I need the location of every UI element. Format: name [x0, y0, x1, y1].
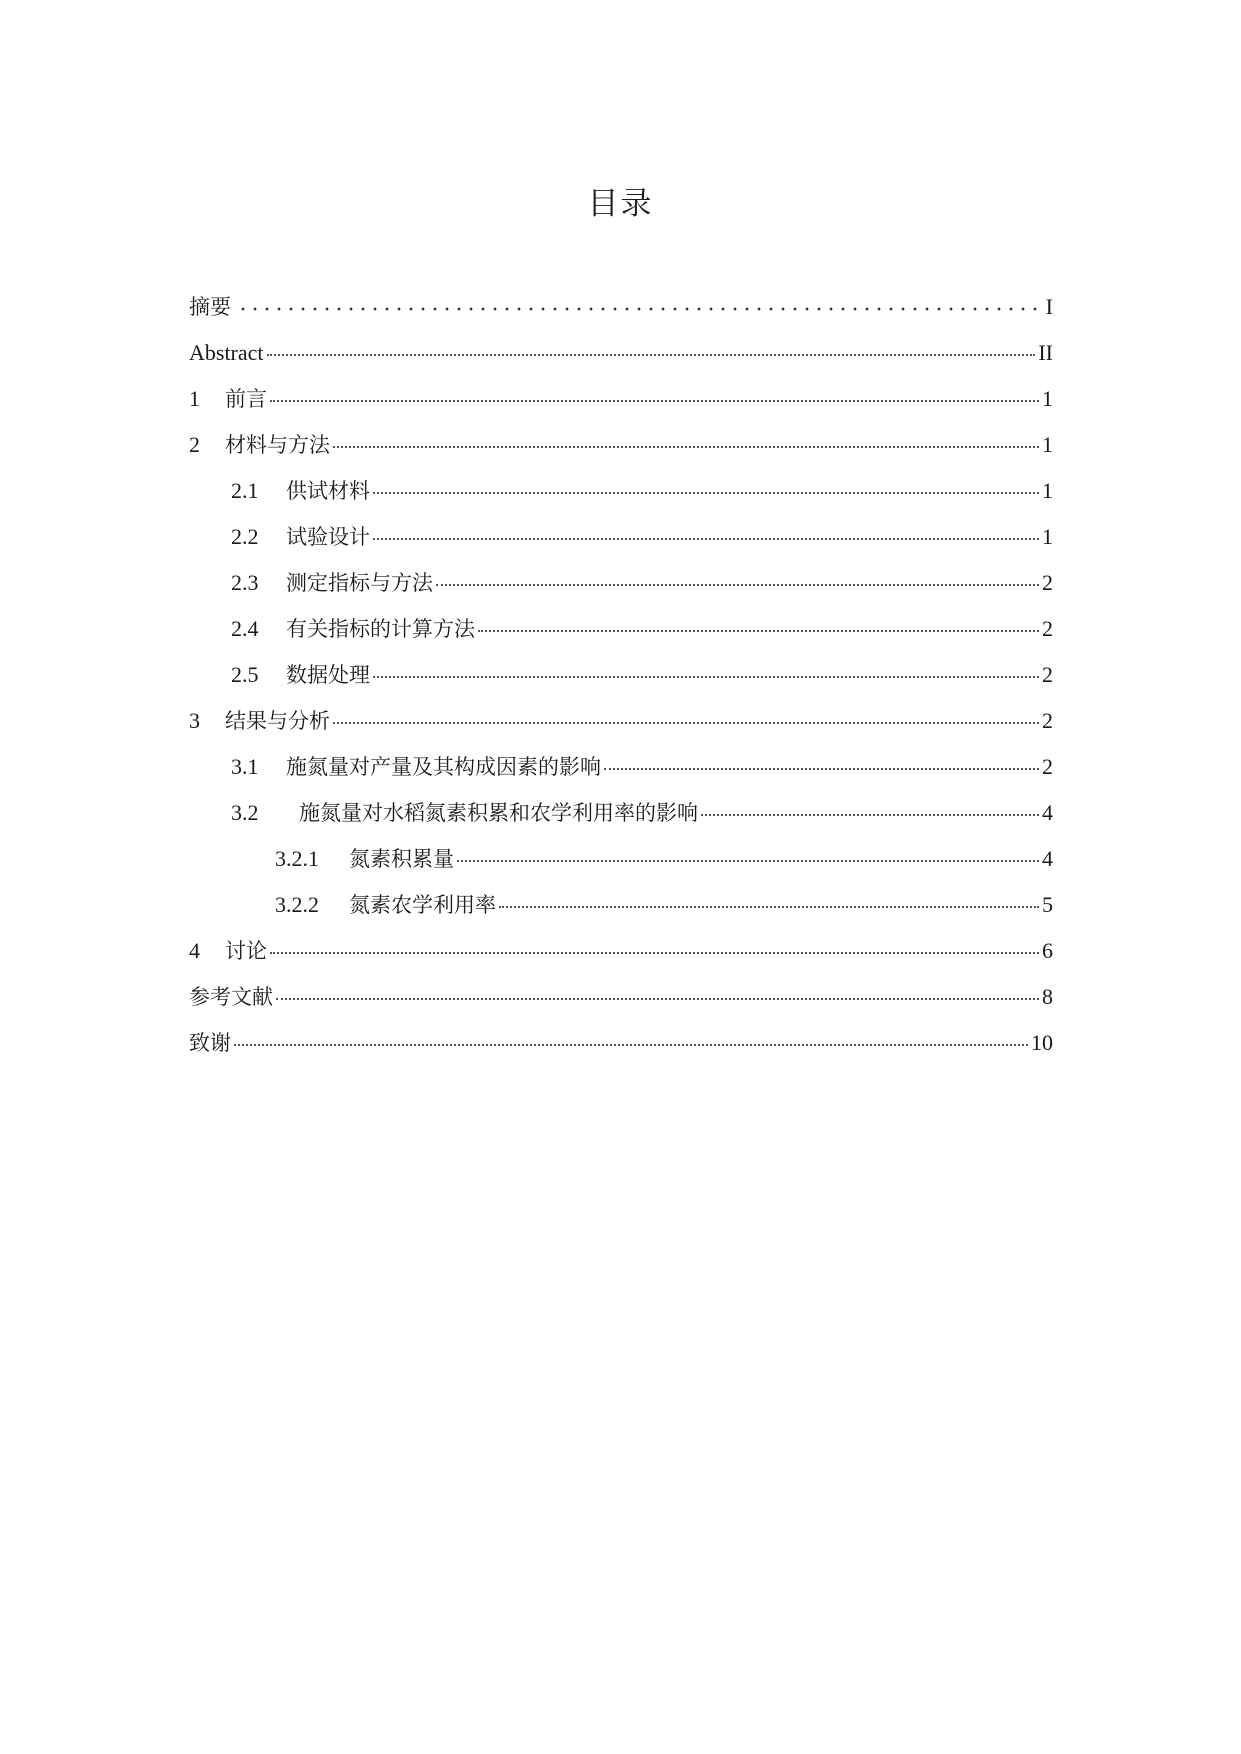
toc-entry-label: 材料与方法 [225, 433, 330, 457]
toc-entry-number: 2.1 [231, 478, 259, 503]
toc-entry-3[interactable] [189, 698, 1053, 744]
toc-entry-number: 3 [189, 708, 200, 733]
toc-entry-abstract-en[interactable] [189, 330, 1053, 376]
toc-leader-dots [701, 813, 1039, 816]
toc-entry-page: I [1045, 294, 1053, 319]
toc-entry-number: 2.2 [231, 524, 259, 549]
toc-entry-label: 氮素农学利用率 [349, 893, 496, 917]
toc-entry-number: 2.3 [231, 570, 259, 595]
toc-entry-page: 6 [1042, 938, 1053, 963]
toc-entry-1[interactable] [189, 376, 1053, 422]
toc-entry-label: 参考文献 [189, 985, 273, 1009]
toc-entry-number: 4 [189, 938, 200, 963]
table-of-contents [189, 284, 1053, 1066]
toc-entry-number: 3.2.2 [275, 892, 319, 917]
toc-entry-label: 数据处理 [286, 663, 370, 687]
toc-entry-page: 2 [1042, 616, 1053, 641]
toc-entry-page: 2 [1042, 708, 1053, 733]
toc-entry-label: 测定指标与方法 [286, 571, 433, 595]
toc-entry-2-1[interactable] [189, 468, 1053, 514]
toc-entry-page: 4 [1042, 846, 1053, 871]
toc-leader-dots [234, 1043, 1028, 1046]
toc-entry-2-5[interactable] [189, 652, 1053, 698]
toc-leader-dots [436, 583, 1039, 586]
toc-entry-page: 2 [1042, 662, 1053, 687]
toc-entry-3-2[interactable] [189, 790, 1053, 836]
toc-entry-label: 施氮量对产量及其构成因素的影响 [286, 755, 601, 779]
toc-entry-3-1[interactable] [189, 744, 1053, 790]
toc-leader-dots [270, 399, 1039, 402]
toc-entry-page: 8 [1042, 984, 1053, 1009]
toc-entry-number: 2 [189, 432, 200, 457]
toc-entry-3-2-1[interactable] [189, 836, 1053, 882]
toc-leader-dots [373, 675, 1039, 678]
toc-entry-number: 3.2.1 [275, 846, 319, 871]
toc-entry-page: 1 [1042, 386, 1053, 411]
toc-entry-abstract-cn[interactable] [189, 284, 1053, 330]
toc-entry-page: 1 [1042, 432, 1053, 457]
toc-entry-label: 摘要 [189, 295, 231, 319]
toc-leader-dots [276, 997, 1039, 1000]
toc-entry-number: 3.2 [231, 800, 259, 825]
toc-entry-page: 4 [1042, 800, 1053, 825]
toc-leader-dots [478, 629, 1039, 632]
toc-entry-number: 1 [189, 386, 200, 411]
toc-entry-label: 氮素积累量 [349, 847, 454, 871]
toc-leader-dots [373, 491, 1039, 494]
toc-entry-2-2[interactable] [189, 514, 1053, 560]
toc-entry-2-3[interactable] [189, 560, 1053, 606]
toc-leader-dots [267, 353, 1036, 356]
toc-entry-page: II [1038, 340, 1053, 365]
toc-entry-page: 1 [1042, 524, 1053, 549]
toc-leader-dots [499, 905, 1039, 908]
toc-entry-label: 试验设计 [286, 525, 370, 549]
toc-leader-dots [604, 767, 1039, 770]
toc-entry-2[interactable] [189, 422, 1053, 468]
toc-entry-label: Abstract [189, 340, 264, 365]
toc-entry-label: 讨论 [225, 939, 267, 963]
toc-entry-page: 1 [1042, 478, 1053, 503]
toc-entry-label: 致谢 [189, 1031, 231, 1055]
page-title: 目录 [587, 186, 654, 222]
toc-leader-dots [333, 721, 1039, 724]
toc-entry-label: 有关指标的计算方法 [286, 617, 475, 641]
toc-entry-page: 10 [1031, 1030, 1053, 1055]
toc-entry-references[interactable] [189, 974, 1053, 1020]
toc-entry-number: 2.5 [231, 662, 259, 687]
toc-entry-page: 5 [1042, 892, 1053, 917]
toc-entry-label: 供试材料 [286, 479, 370, 503]
toc-entry-2-4[interactable] [189, 606, 1053, 652]
toc-entry-number: 2.4 [231, 616, 259, 641]
toc-entry-label: 施氮量对水稻氮素积累和农学利用率的影响 [299, 801, 698, 825]
toc-leader-dots [237, 307, 1040, 311]
toc-entry-page: 2 [1042, 570, 1053, 595]
toc-entry-3-2-2[interactable] [189, 882, 1053, 928]
toc-entry-4[interactable] [189, 928, 1053, 974]
toc-entry-page: 2 [1042, 754, 1053, 779]
toc-leader-dots [270, 951, 1039, 954]
toc-entry-label: 前言 [225, 387, 267, 411]
toc-entry-label: 结果与分析 [225, 709, 330, 733]
toc-leader-dots [333, 445, 1039, 448]
toc-leader-dots [373, 537, 1039, 540]
toc-entry-acknowledgements[interactable] [189, 1020, 1053, 1066]
toc-entry-number: 3.1 [231, 754, 259, 779]
toc-leader-dots [457, 859, 1039, 862]
